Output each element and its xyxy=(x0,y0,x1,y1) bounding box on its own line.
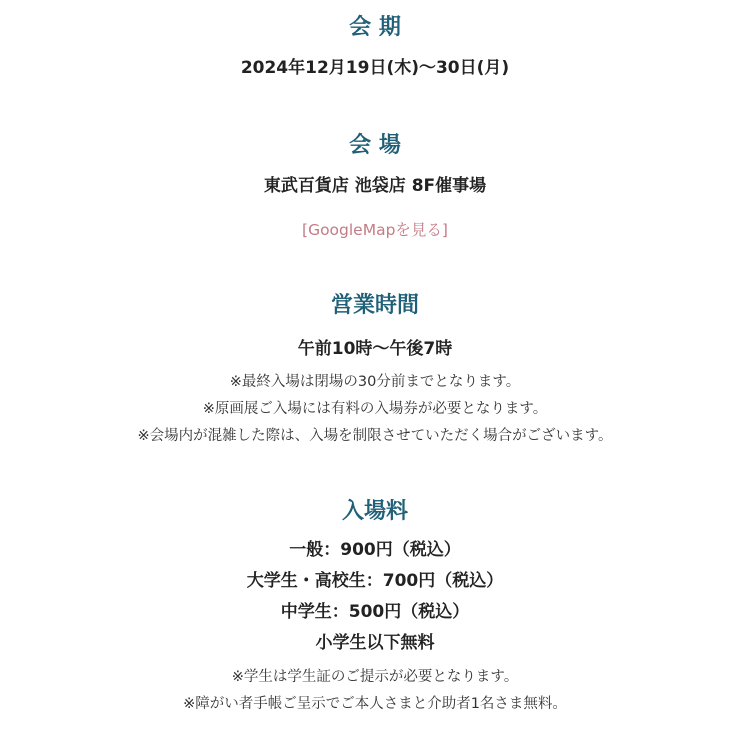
hours-heading: 営業時間 xyxy=(330,293,419,318)
google-map-link[interactable]: [GoogleMapを見る] xyxy=(302,221,448,239)
admission-note: ※障がい者手帳ご呈示でご本人さまと介助者1名さま無料。 xyxy=(183,696,567,712)
price-general: 一般：900円（税込） xyxy=(289,540,461,560)
admission-note: ※学生は学生証のご提示が必要となります。 xyxy=(231,669,519,685)
hours-note: ※会場内が混雑した際は、入場を制限させていただく場合がございます。 xyxy=(137,428,613,444)
period-heading: 会 期 xyxy=(349,15,401,40)
price-junior-high: 中学生：500円（税込） xyxy=(280,602,470,622)
venue-name: 東武百貨店 池袋店 8F催事場 xyxy=(263,176,487,196)
period-dates: 2024年12月19日(木)～30日(月) xyxy=(240,58,510,78)
admission-heading: 入場料 xyxy=(341,499,408,524)
price-elementary-free: 小学生以下無料 xyxy=(315,633,435,653)
venue-heading: 会 場 xyxy=(349,133,401,158)
hours-note: ※最終入場は閉場の30分前までとなります。 xyxy=(229,374,521,390)
opening-hours: 午前10時～午後7時 xyxy=(297,339,453,359)
price-university-high-school: 大学生・高校生：700円（税込） xyxy=(246,571,504,591)
hours-note: ※原画展ご入場には有料の入場券が必要となります。 xyxy=(202,401,548,417)
